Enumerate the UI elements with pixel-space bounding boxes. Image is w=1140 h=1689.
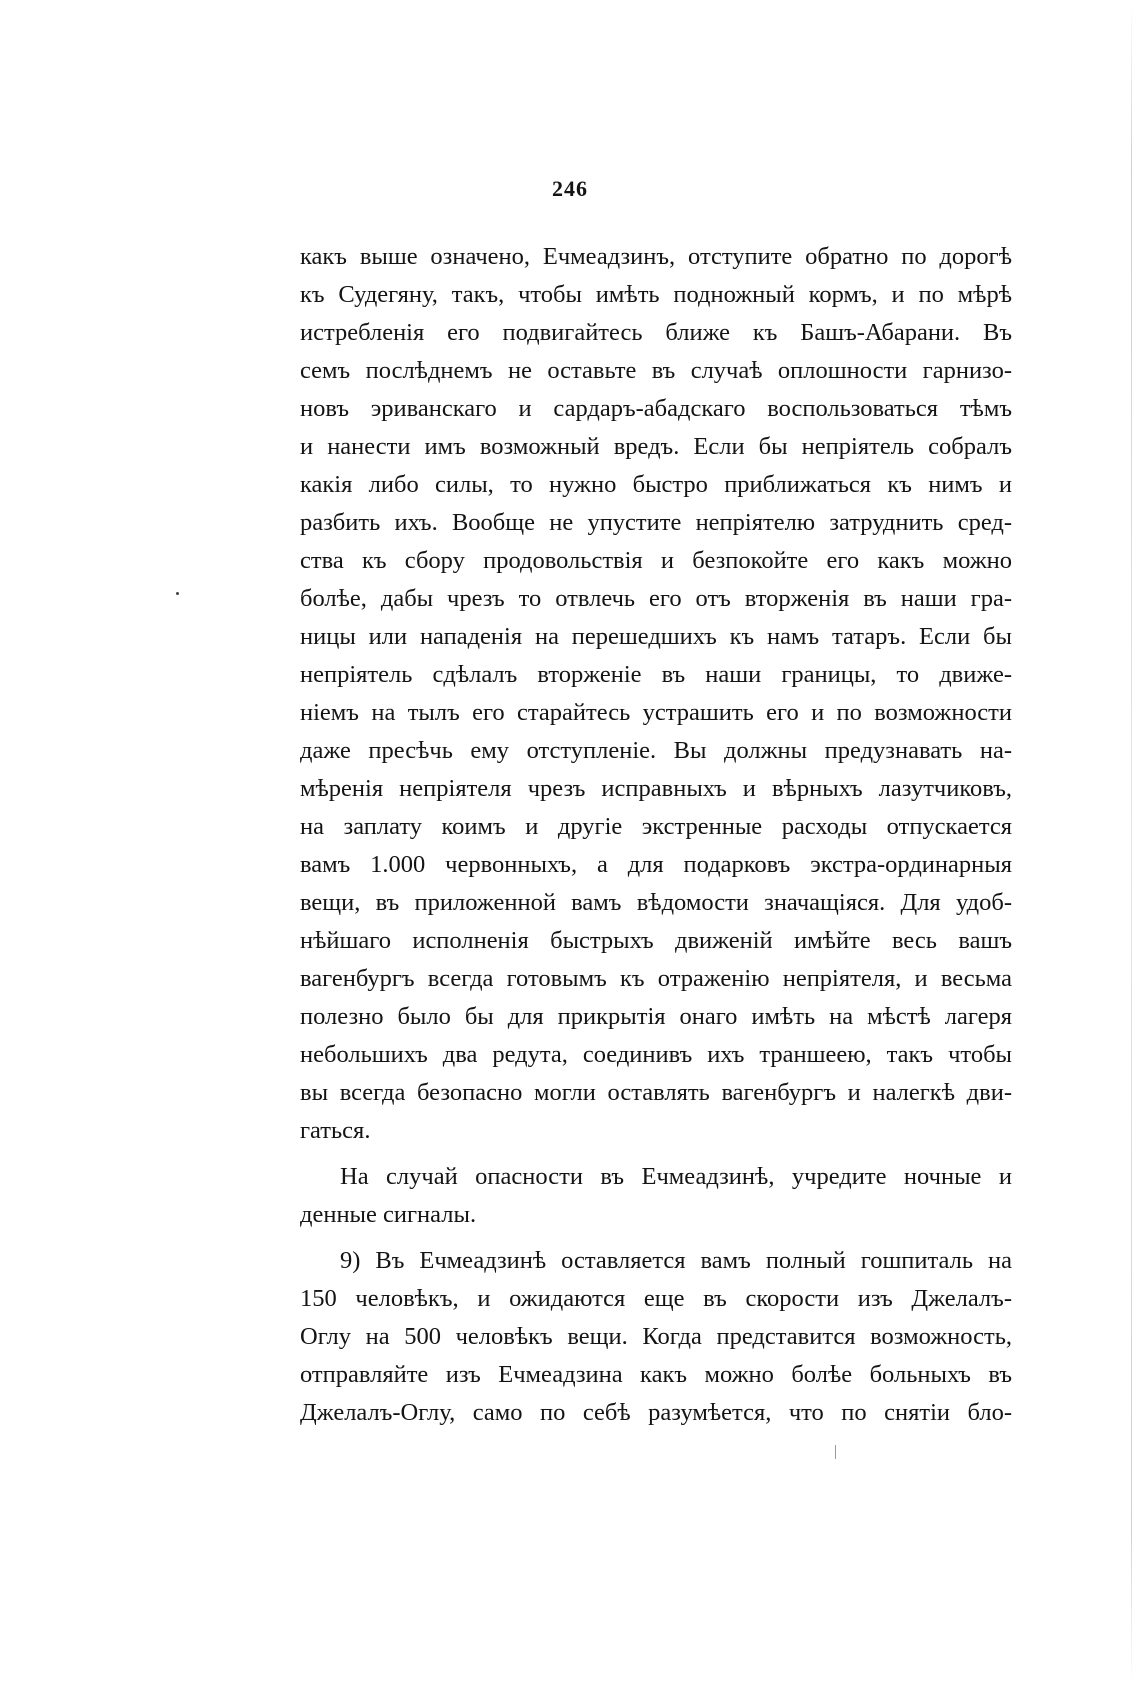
- text-line: какъ выше означено, Ечмеадзинъ, отступите обратно по дорогѣ: [300, 243, 1012, 270]
- text-line: на заплату коимъ и другіе экстренные расходы отпускается: [300, 813, 1012, 840]
- text-line: На случай опасности въ Ечмеадзинѣ, учредите ночные и: [340, 1163, 1012, 1190]
- text-line: ства къ сбору продовольствія и безпокойте его какъ можно: [300, 547, 1012, 574]
- speck: [835, 1445, 836, 1459]
- text-line: разбить ихъ. Вообще не упустите непріятелю затруднить сред-: [300, 509, 1012, 536]
- text-line: вы всегда безопасно могли оставлять вагенбургъ и налегкѣ дви-: [300, 1079, 1012, 1106]
- text-line: гаться.: [300, 1117, 371, 1144]
- text-line: денные сигналы.: [300, 1201, 477, 1228]
- text-line: Джелалъ-Оглу, само по себѣ разумѣется, что по снятіи бло-: [300, 1399, 1012, 1426]
- text-line: семъ послѣднемъ не оставьте въ случаѣ оплошности гарнизо-: [300, 357, 1012, 384]
- text-line: ніемъ на тылъ его старайтесь устрашить его и по возможности: [300, 699, 1012, 726]
- text-line: вамъ 1.000 червонныхъ, а для подарковъ экстра-ординарныя: [300, 851, 1012, 878]
- text-line: какія либо силы, то нужно быстро приближаться къ нимъ и: [300, 471, 1012, 498]
- text-line: даже пресѣчь ему отступленіе. Вы должны предузнавать на-: [300, 737, 1012, 764]
- text-line: небольшихъ два редута, соединивъ ихъ траншеею, такъ чтобы: [300, 1041, 1012, 1068]
- text-line: болѣе, дабы чрезъ то отвлечь его отъ вторженія въ наши гра-: [300, 585, 1012, 612]
- text-line: ницы или нападенія на перешедшихъ къ намъ татаръ. Если бы: [300, 623, 1012, 650]
- text-line: къ Судегяну, такъ, чтобы имѣть подножный кормъ, и по мѣрѣ: [300, 281, 1012, 308]
- text-line: вагенбургъ всегда готовымъ къ отраженію непріятеля, и весьма: [300, 965, 1012, 992]
- text-line: нѣйшаго исполненія быстрыхъ движеній имѣйте весь вашъ: [300, 927, 1012, 954]
- text-line: новъ эриванскаго и сардаръ-абадскаго воспользоваться тѣмъ: [300, 395, 1012, 422]
- body-text: [300, 238, 1012, 1432]
- text-line: вещи, въ приложенной вамъ вѣдомости значащіяся. Для удоб-: [300, 889, 1012, 916]
- text-line: Оглу на 500 человѣкъ вещи. Когда представится возможность,: [300, 1323, 1012, 1350]
- text-line: 9) Въ Ечмеадзинѣ оставляется вамъ полный гошпиталь на: [340, 1247, 1012, 1274]
- text-line: полезно было бы для прикрытія онаго имѣть на мѣстѣ лагеря: [300, 1003, 1012, 1030]
- text-line: отправляйте изъ Ечмеадзина какъ можно болѣе больныхъ въ: [300, 1361, 1012, 1388]
- text-line: истребленія его подвигайтесь ближе къ Башъ-Абарани. Въ: [300, 319, 1012, 346]
- text-line: непріятель сдѣлалъ вторженіе въ наши границы, то движе-: [300, 661, 1012, 688]
- page-number: 246: [552, 176, 588, 201]
- margin-dot: [176, 592, 179, 595]
- text-line: и нанести имъ возможный вредъ. Если бы непріятель собралъ: [300, 433, 1012, 460]
- right-edge-mark: [1131, 0, 1132, 1689]
- text-line: 150 человѣкъ, и ожидаются еще въ скорости изъ Джелалъ-: [300, 1285, 1012, 1312]
- text-line: мѣренія непріятеля чрезъ исправныхъ и вѣрныхъ лазутчиковъ,: [300, 775, 1012, 802]
